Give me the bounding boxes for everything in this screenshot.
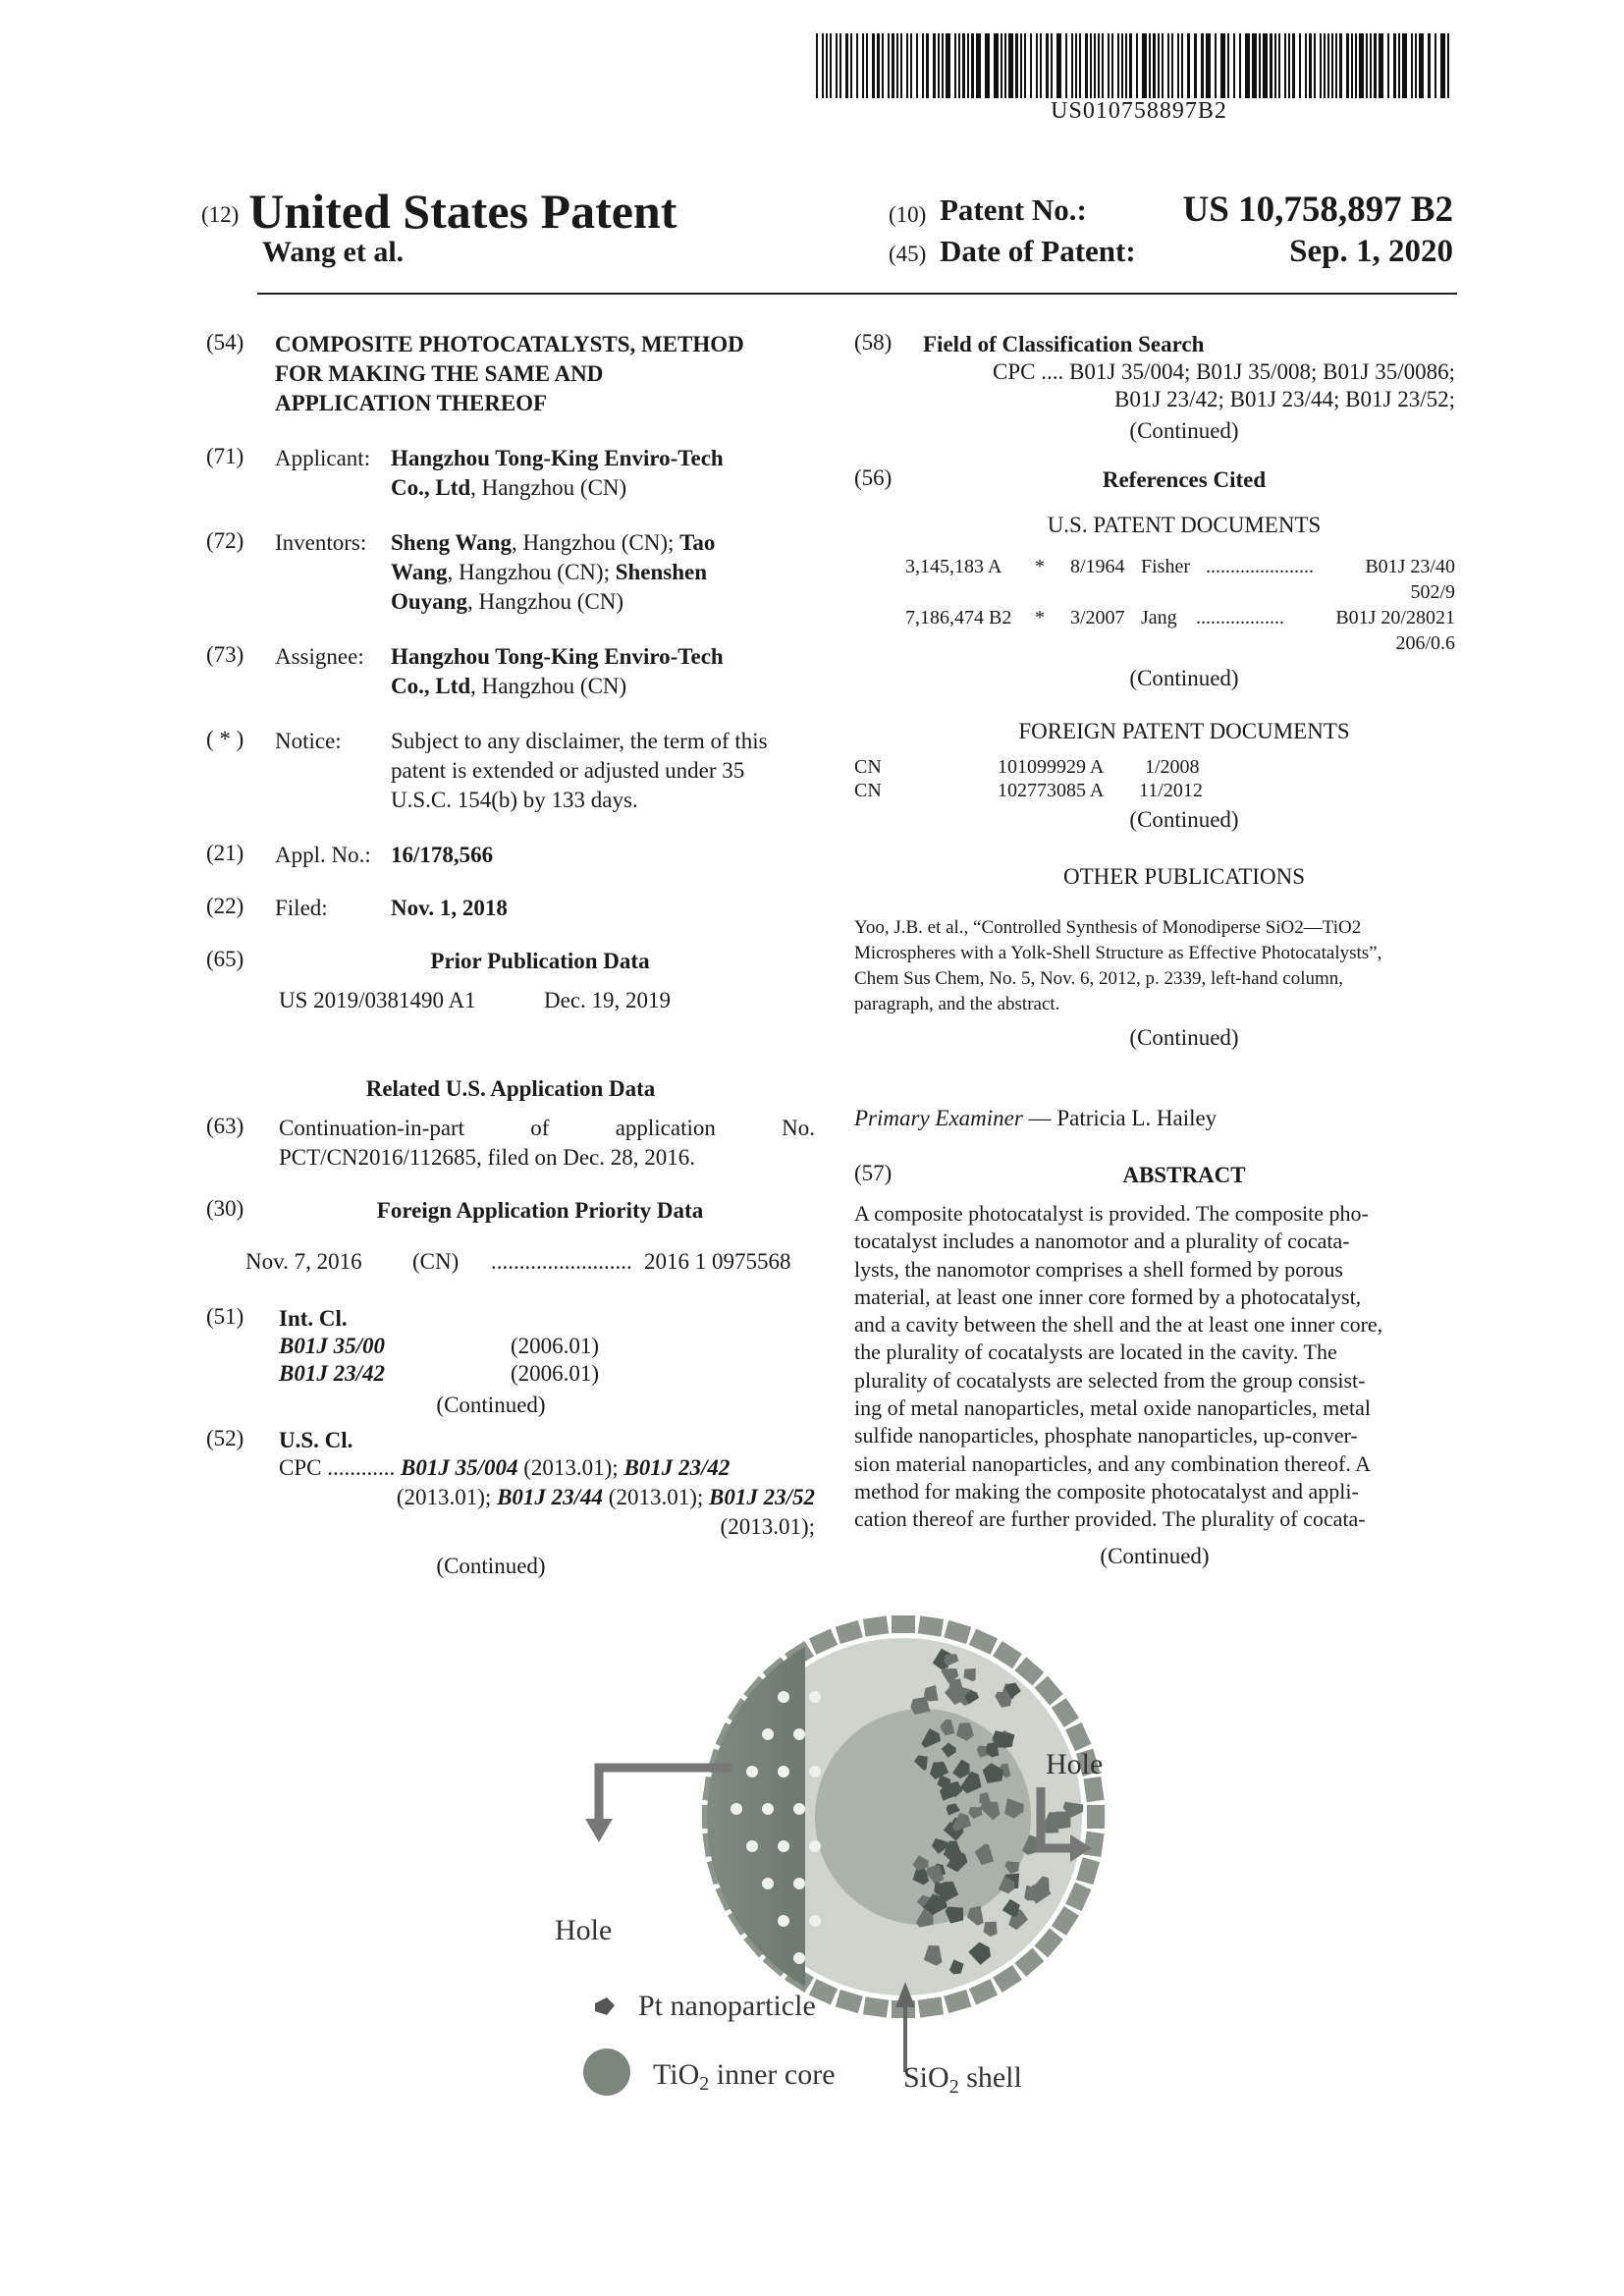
list-item: CN 101099929 A 1/2008 — [854, 756, 1200, 778]
sio2-shell-label: SiO$_2$ shell — [903, 2061, 1022, 2098]
patent-date: Sep. 1, 2020 — [1289, 234, 1453, 269]
date-label: Date of Patent: — [940, 234, 1136, 268]
list-item: CN 102773085 A 11/2012 — [854, 780, 1203, 801]
code-12: (12) — [201, 202, 240, 227]
legend-tio2-label: TiO$_2$ inner core — [653, 2058, 836, 2095]
barcode-number: US010758897B2 — [1051, 98, 1227, 124]
list-item: 3,145,183 A * 8/1964 Fisher ...................... B01J 23/40 — [905, 556, 1455, 577]
patent-no-label: Patent No.: — [940, 192, 1087, 227]
abstract-text: A composite photocatalyst is provided. The composite pho- tocatalyst includes a nanomotor and a plurality of cocata- lysts, the nanomotor comprises a shell formed by porous material, at least one inner core formed by a photocatalyst, and a cavity between the shell and the at least one inner core, the plurality of cocatalysts are located in the cavity. The plurality of cocatalysts are selected from the group consist- ing of metal nanoparticles, metal oxide nanoparticles, metal sulfide nanoparticles, phosphate nanoparticles, up-conver- sion material nanoparticles, and any combination thereof. A method for making the composite photocatalyst and appli- cation thereof are further provided. The plurality of cocata- — [854, 1201, 1383, 1532]
header-rule — [257, 293, 1457, 295]
list-item: 7,186,474 B2 * 3/2007 Jang .................. B01J 20/28021 — [905, 607, 1455, 629]
hole-label-left: Hole — [555, 1914, 613, 1946]
header-left — [201, 183, 889, 240]
barcode — [816, 33, 1454, 104]
figure-diagram — [491, 1591, 1159, 2121]
code-10: (10) — [889, 202, 927, 227]
hole-arrow-left-head — [585, 1819, 613, 1842]
code-45: (45) — [889, 242, 927, 266]
legend-pt-label: Pt nanoparticle — [638, 1990, 816, 2022]
right-column: (58) Field of Classification Search CPC .... B01J 35/004; B01J 35/008; B01J 35/0086; B01J 23/42; B01J 23/44; B01J 23/52; (Continued) (56) References Cited U.S. PATENT DOCUMENTS 3,145,183 A * 8/1964 Fisher ...................... B01J 23/40 502/9 7,186,474 B2 * 3/2007 Jang .................. B01J 20/28021 206/0.6 (Continued) FOREIGN PATENT DOCUMENTS CN 101099929 A 1/2008 CN 102773085 A 11/2012 (Continued) OTHER PUBLICATIONS Yoo, J.B. et al., “Controlled Synthesis of Monodiperse SiO2—TiO2 Microspheres with a Yolk-Shell Structure as Effective Photocatalysts”, Chem Sus Chem, No. 5, Nov. 6, 2012, p. 2339, left-hand column, paragraph, and the abstract. (Continued) Primary Examiner — Patricia L. Hailey (57) ABSTRACT A composite photocatalyst is provided. The composite pho- tocatalyst includes a nanomotor and a plurality of cocata- lysts, the nanomotor comprises a shell formed by porous material, at least one inner core formed by a photocatalyst, and a cavity between the shell and the at least one inner core, the plurality of cocatalysts are located in the cavity. The plurality of cocatalysts are selected from the group consist- ing of metal nanoparticles, metal oxide nanoparticles, metal sulfide nanoparticles, phosphate nanoparticles, up-conver- sion material nanoparticles, and any combination thereof. A method for making the composite photocatalyst and appli- cation thereof are further provided. The plurality of cocata- (Continued) — [854, 330, 1455, 1568]
us-ref-list: 3,145,183 A * 8/1964 Fisher ...................... B01J 23/40 502/9 7,186,474 B2 * 3/2007 Jang .................. B01J 20/28021 206/0.6 — [905, 556, 1455, 654]
legend-pt-icon — [595, 1997, 615, 2015]
other-publications: Yoo, J.B. et al., “Controlled Synthesis of Monodiperse SiO2—TiO2 Microspheres with a Yolk-Shell Structure as Effective Photocatalysts”, Chem Sus Chem, No. 5, Nov. 6, 2012, p. 2339, left-hand column, paragraph, and the abstract. — [854, 917, 1382, 1014]
foreign-ref-list — [854, 756, 1455, 803]
invention-title: COMPOSITE PHOTOCATALYSTS, METHOD FOR MAKING THE SAME AND APPLICATION THEREOF — [275, 332, 744, 415]
primary-examiner: Primary Examiner — Patricia L. Hailey — [854, 1106, 1218, 1130]
hole-label-right: Hole — [1046, 1748, 1104, 1780]
patent-title: United States Patent — [248, 184, 677, 239]
patent-number: US 10,758,897 B2 — [1182, 190, 1453, 230]
header-right — [889, 192, 1453, 281]
legend-tio2-icon — [583, 2049, 630, 2096]
authors: Wang et al. — [262, 236, 405, 268]
left-column: (54) COMPOSITE PHOTOCATALYSTS, METHOD FOR MAKING THE SAME AND APPLICATION THEREOF (71) Applicant: Hangzhou Tong-King Enviro-Tech Co., Ltd, Hangzhou (CN) (72) Inventors: Sheng Wang, Hangzhou (CN); Tao Wang, Hangzhou (CN); Shenshen Ouyang, Hangzhou (CN) (73) Assignee: Hangzhou Tong-King Enviro-Tech Co., Ltd, Hangzhou (CN) ( * ) Notice: Subject to any disclaimer, the term of this patent is extended or adjusted under 35 U.S.C. 154(b) by 133 days. (21) Appl. No.: 16/178,566 (22) Filed: Nov. 1, 2018 (65) Prior Publication Data US 2019/0381490 A1 Dec. 19, 2019 Related U.S. Application Data (63) Continuation-in-part of application No. PCT/CN2016/112685, filed on Dec. 28, 2016. (30) Foreign Application Priority Data Nov. 7, 2016 (CN) ......................... 2016 1 0975568 (51) Int. Cl. B01J 35/00 (2006.01) B01J 23/42 (2006.01) (Continued) (52) U.S. Cl. CPC ............ B01J 35/004 (2013.01); B01J 23/42 (2013.01); B01J 23/44 (2013.01); B01J 23/52 (2013.01); (Continued) — [206, 330, 815, 1578]
